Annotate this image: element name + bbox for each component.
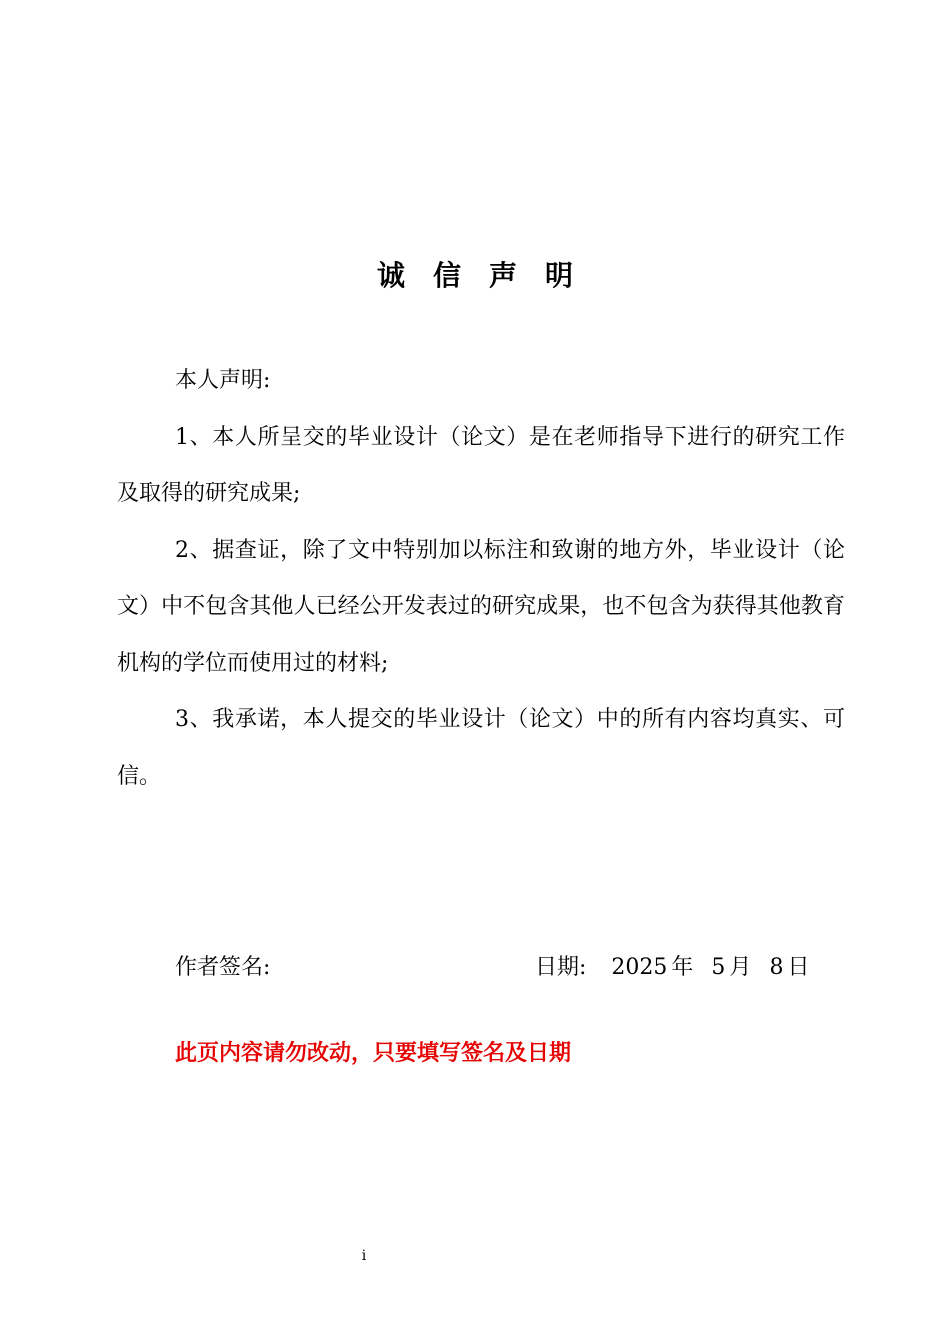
page-title: 诚信声明 bbox=[376, 259, 601, 292]
date-label: 日期: bbox=[535, 955, 587, 980]
page-number: i bbox=[361, 1248, 367, 1264]
date-month-unit: 月 bbox=[729, 955, 752, 980]
date-day: 8 bbox=[769, 955, 784, 980]
intro-text: 本人声明: bbox=[175, 368, 271, 393]
declaration-item-3: 3、我承诺，本人提交的毕业设计（论文）中的所有内容均真实、可信。 bbox=[117, 707, 845, 789]
date-month: 5 bbox=[711, 955, 726, 980]
declaration-item-1: 1、本人所呈交的毕业设计（论文）是在老师指导下进行的研究工作及取得的研究成果; bbox=[117, 424, 845, 506]
date-block bbox=[535, 948, 813, 988]
date-year: 2025 bbox=[611, 955, 668, 980]
warning-note: 此页内容请勿改动，只要填写签名及日期 bbox=[175, 1041, 572, 1066]
date-day-unit: 日 bbox=[787, 955, 810, 980]
declaration-item-2: 2、据查证，除了文中特别加以标注和致谢的地方外，毕业设计（论文）中不包含其他人已经公开发表过的研究成果，也不包含为获得其他教育机构的学位而使用过的材料; bbox=[117, 537, 845, 676]
declaration-body bbox=[117, 353, 845, 805]
date-year-unit: 年 bbox=[671, 955, 694, 980]
signature-label: 作者签名: bbox=[175, 955, 271, 980]
